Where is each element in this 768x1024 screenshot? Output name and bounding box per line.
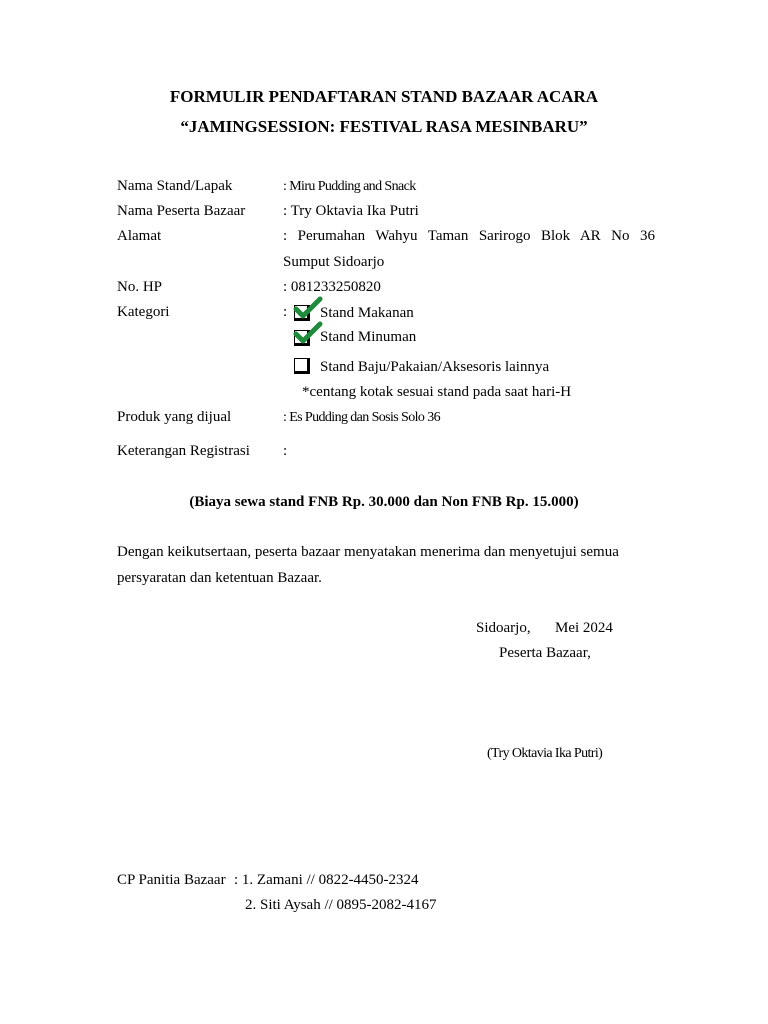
phone-label: No. HP	[117, 279, 163, 295]
signature-role: Peserta Bazaar,	[499, 645, 591, 661]
product-label: Produk yang dijual	[117, 409, 232, 425]
registration-note-label: Keterangan Registrasi	[117, 443, 250, 459]
signature-place: Sidoarjo,	[476, 620, 531, 636]
stand-name-value: : Miru Pudding and Snack	[283, 179, 416, 194]
category-option-food: Stand Makanan	[320, 305, 414, 321]
phone-value: : 081233250820	[283, 279, 381, 295]
contact-entry-2: 2. Siti Aysah // 0895-2082-4167	[245, 897, 437, 913]
checkmark-icon	[293, 321, 323, 345]
category-label: Kategori	[117, 304, 170, 320]
contact-entry-1: : 1. Zamani // 0822-4450-2324	[234, 872, 419, 888]
event-title: “JAMINGSESSION: FESTIVAL RASA MESINBARU”	[180, 117, 588, 136]
address-value-line1: : Perumahan Wahyu Taman Sarirogo Blok AR No 36	[283, 228, 655, 244]
address-label: Alamat	[117, 228, 162, 244]
address-value-line2: Sumput Sidoarjo	[283, 254, 385, 270]
category-note: *centang kotak sesuai stand pada saat hari-H	[302, 384, 572, 400]
category-colon: :	[283, 304, 288, 320]
category-option-apparel: Stand Baju/Pakaian/Aksesoris lainnya	[320, 359, 550, 375]
contact-label: CP Panitia Bazaar	[117, 872, 226, 888]
statement-line1: Dengan keikutsertaan, peserta bazaar menyatakan menerima dan menyetujui semua	[117, 544, 619, 560]
statement-line2: persyaratan dan ketentuan Bazaar.	[117, 570, 322, 586]
stand-name-label: Nama Stand/Lapak	[117, 178, 233, 194]
form-title: FORMULIR PENDAFTARAN STAND BAZAAR ACARA	[169, 87, 599, 106]
participant-label: Nama Peserta Bazaar	[117, 203, 246, 219]
signature-name: (Try Oktavia Ika Putri)	[487, 746, 603, 761]
checkbox-apparel[interactable]	[294, 358, 310, 374]
fee-note: (Biaya sewa stand FNB Rp. 30.000 dan Non FNB Rp. 15.000)	[189, 494, 579, 510]
checkmark-icon	[293, 296, 323, 320]
signature-date: Mei 2024	[555, 620, 613, 636]
registration-note-value: :	[283, 443, 288, 459]
category-option-drink: Stand Minuman	[320, 329, 417, 345]
participant-value: : Try Oktavia Ika Putri	[283, 203, 419, 219]
product-value: : Es Pudding dan Sosis Solo 36	[283, 410, 441, 425]
